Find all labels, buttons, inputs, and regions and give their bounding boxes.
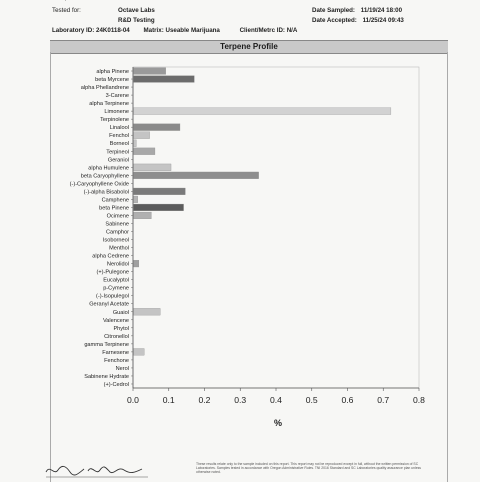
category-label: Fenchol: [109, 133, 129, 140]
client-metrc-value: N/A: [286, 27, 298, 34]
category-label: alpha Cedrene: [92, 253, 129, 260]
x-tick-label: 0.7: [377, 395, 390, 405]
category-label: Borneol: [109, 141, 129, 148]
date-sampled-label: Date Sampled:: [312, 7, 355, 14]
terpene-bar: [134, 188, 186, 195]
date-sampled-value: 11/19/24 18:00: [360, 7, 403, 14]
category-label: Nerol: [115, 365, 129, 372]
category-label: Sabinene: [105, 221, 129, 228]
client-name: Octave Labs: [118, 7, 155, 14]
category-label: alpha Phellandrene: [80, 85, 129, 92]
category-label: Ocimene: [106, 213, 129, 220]
terpene-bar: [134, 76, 195, 83]
category-label: Linalool: [109, 125, 129, 132]
terpene-bar: [134, 212, 152, 219]
category-label: Sabinene Hydrate: [84, 373, 129, 380]
category-label: Isoborneol: [102, 237, 129, 244]
category-label: Menthol: [109, 245, 129, 252]
category-label: beta Caryophyllene: [80, 173, 129, 180]
terpene-bar: [134, 308, 161, 315]
category-label: Eucalyptol: [103, 277, 129, 284]
terpene-bar: [134, 68, 166, 75]
x-tick-label: 0.8: [413, 395, 425, 405]
x-tick-label: 0.3: [234, 395, 247, 405]
category-label: beta Pinene: [99, 205, 129, 212]
category-label: (+)-Cedrol: [103, 381, 129, 388]
category-label: Citronellol: [104, 333, 129, 340]
analyst-signature: [44, 460, 154, 480]
matrix-value: Useable Marijuana: [165, 27, 220, 34]
tested-for-label: Tested for:: [52, 7, 81, 14]
category-label: Terpinolene: [100, 117, 129, 124]
terpene-bar: [134, 108, 391, 115]
category-label: (-)-alpha Bisabolol: [83, 189, 129, 196]
terpene-bar: [134, 196, 138, 203]
plot-area: [133, 67, 419, 388]
terpene-bar: [134, 124, 180, 131]
category-label: Camphene: [101, 197, 129, 204]
category-label: (-)-Caryophyllene Oxide: [69, 181, 129, 188]
category-label: alpha Humulene: [88, 165, 129, 172]
category-label: Phytol: [113, 325, 129, 332]
category-label: Limonene: [104, 109, 129, 116]
matrix-label: Matrix:: [143, 27, 164, 34]
terpene-bar: [134, 164, 172, 171]
category-label: Fenchone: [104, 357, 129, 364]
category-label: Geranyl Acetate: [89, 301, 129, 308]
terpene-bar: [134, 260, 139, 267]
category-label: p-Cymene: [103, 285, 129, 292]
x-tick-label: 0.6: [341, 395, 354, 405]
section-title: Terpene Profile: [220, 42, 278, 51]
category-label: Nerolidol: [106, 261, 129, 268]
category-label: Geraniol: [107, 157, 129, 164]
footer-disclaimer: These results relate only to the sample included on this report. This report may not be reproduced except in full, without the written permission of SC Laboratories. Samples tested in accordance with Oregon Administrative Rules. TNI 2016 Standard and SC Laboratories quality assurance plan unless otherwise noted.: [196, 462, 421, 475]
x-tick-label: 0.2: [198, 395, 211, 405]
lab-id-label: Laboratory ID:: [52, 27, 95, 34]
client-project: R&D Testing: [118, 17, 155, 24]
category-label: Guaiol: [112, 309, 129, 316]
date-accepted-value: 11/25/24 09:43: [362, 17, 404, 24]
lab-id-value: 24K0118-04: [96, 27, 130, 34]
x-tick-label: 0.0: [127, 395, 139, 405]
terpene-bar: [134, 204, 184, 211]
category-label: gamma Terpinene: [84, 341, 129, 348]
category-label: alpha Terpinene: [89, 101, 129, 108]
category-label: beta Myrcene: [95, 77, 129, 84]
terpene-bar: [134, 140, 137, 147]
x-axis-title: %: [273, 418, 283, 428]
terpene-bar: [134, 148, 155, 155]
category-label: (+)-Pulegone: [96, 269, 129, 276]
x-tick-label: 0.1: [162, 395, 175, 405]
terpene-bar: [134, 132, 150, 139]
terpene-bar: [134, 349, 145, 356]
x-tick-label: 0.5: [305, 395, 318, 405]
date-accepted-label: Date Accepted:: [312, 17, 357, 24]
category-label: Camphor: [105, 229, 129, 236]
client-metrc-label: Client/Metrc ID:: [239, 27, 285, 34]
category-label: Farnesene: [102, 349, 129, 356]
category-label: 3-Carene: [105, 93, 129, 100]
terpene-bar: [134, 172, 259, 179]
category-label: Valencene: [102, 317, 129, 324]
category-label: Terpineol: [106, 149, 129, 156]
category-label: (-)-Isopulegol: [96, 293, 129, 300]
category-label: alpha Pinene: [96, 69, 129, 76]
x-tick-label: 0.4: [270, 395, 282, 405]
